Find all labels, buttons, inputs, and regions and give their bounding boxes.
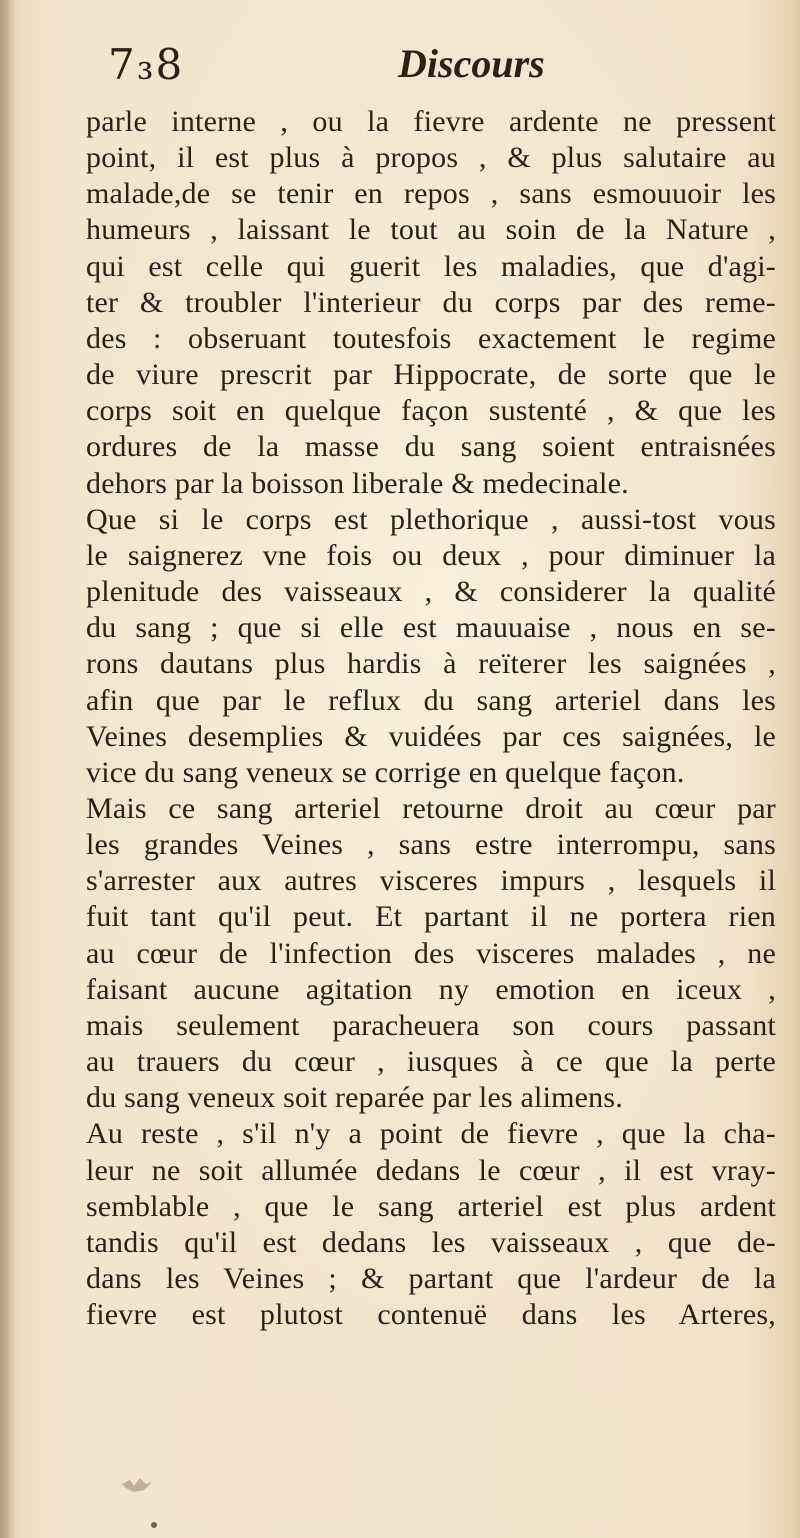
text-line: humeurs , laissant le tout au soin de la Nature , (86, 213, 776, 247)
text-line: dans les Veines ; & partant que l'ardeur de la (86, 1262, 776, 1295)
text-line: point, il est plus à propos , & plus salutaire au (86, 141, 776, 175)
text-line: ordures de la masse du sang soient entraisnées (86, 430, 776, 464)
binding-gutter-shadow (0, 0, 16, 1538)
text-line: afin que par le reflux du sang arteriel dans les (86, 683, 776, 717)
text-line: les grandes Veines , sans estre interrompu, sans (86, 828, 776, 862)
text-line: le saignerez vne fois ou deux , pour diminuer la (86, 538, 776, 572)
running-title: Discours (398, 41, 545, 86)
text-line: du sang veneux soit reparée par les alimens. (86, 1081, 623, 1115)
text-line: s'arrester aux autres visceres impurs , lesquels il (86, 864, 776, 898)
text-line: corps soit en quelque façon sustenté , & que les (86, 394, 776, 428)
text-line: qui est celle qui guerit les maladies, que d'agi- (86, 249, 776, 283)
text-line: fievre est plutost contenuë dans les Arteres, (86, 1298, 776, 1332)
text-line: Veines desemplies & vuidées par ces saignées, le (86, 719, 776, 753)
text-line: mais seulement paracheuera son cours passant (86, 1008, 776, 1042)
text-line: leur ne soit allumée dedans le cœur , il est vray- (86, 1153, 776, 1187)
ink-blemish (120, 1472, 154, 1494)
text-line: de viure prescrit par Hippocrate, de sorte que le (86, 358, 776, 392)
text-line: ter & troubler l'interieur du corps par des reme- (86, 285, 776, 319)
text-line: au cœur de l'infection des visceres malades , ne (86, 936, 776, 970)
text-line: des : obseruant toutesfois exactement le regime (86, 321, 776, 355)
text-line: parle interne , ou la fievre ardente ne pressent (86, 105, 776, 138)
text-line: tandis qu'il est dedans les vaisseaux , que de- (86, 1225, 776, 1259)
text-line: dehors par la boisson liberale & medecinale. (86, 466, 629, 500)
body-text (86, 104, 776, 1333)
page-number: 7₃8 (108, 40, 185, 89)
text-line: rons dautans plus hardis à reïterer les saignées , (86, 647, 776, 681)
text-line: au trauers du cœur , iusques à ce que la perte (86, 1045, 776, 1079)
text-line: Au reste , s'il n'y a point de fievre , que la cha- (86, 1117, 776, 1151)
text-line: semblable , que le sang arteriel est plus ardent (86, 1189, 776, 1223)
text-line: vice du sang veneux se corrige en quelque façon. (86, 755, 685, 789)
page-header (108, 40, 668, 100)
text-line: plenitude des vaisseaux , & considerer la qualité (86, 575, 776, 609)
text-line: Mais ce sang arteriel retourne droit au cœur par (86, 791, 776, 825)
text-line: du sang ; que si elle est mauuaise , nous en se- (86, 611, 776, 645)
text-line: fuit tant qu'il peut. Et partant il ne portera rien (86, 900, 776, 934)
text-line: Que si le corps est plethorique , aussi-tost vous (86, 502, 776, 536)
text-line: faisant aucune agitation ny emotion en iceux , (86, 972, 776, 1006)
text-line: malade,de se tenir en repos , sans esmouuoir les (86, 177, 776, 211)
ink-speck (151, 1522, 157, 1528)
